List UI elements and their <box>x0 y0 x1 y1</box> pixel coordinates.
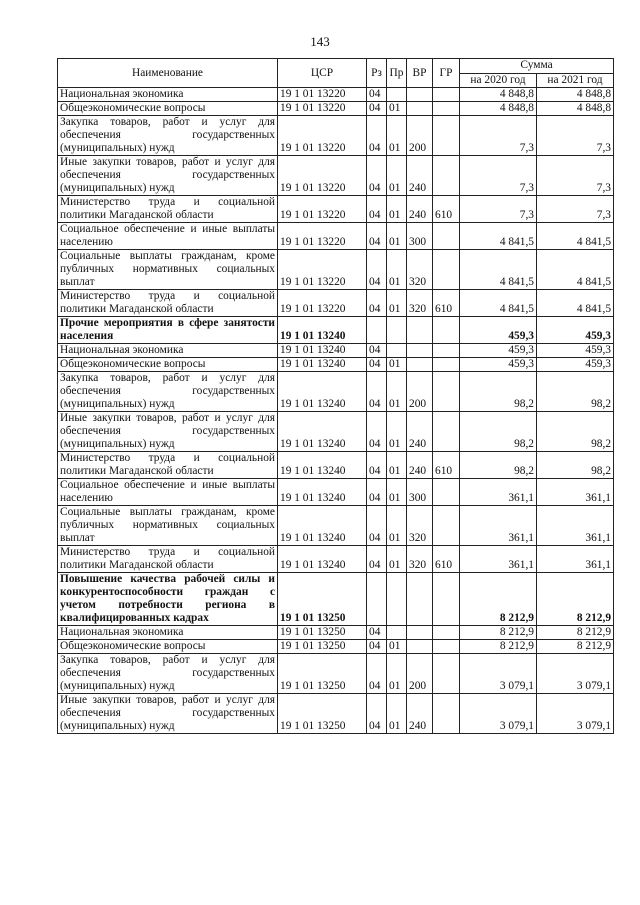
row-name: Общеэкономические вопросы <box>58 640 278 654</box>
row-rz: 04 <box>367 88 387 102</box>
header-name: Наименование <box>58 59 278 88</box>
row-sum-2020: 4 841,5 <box>460 290 537 317</box>
row-csr: 19 1 01 13250 <box>278 640 367 654</box>
header-rz: Рз <box>367 59 387 88</box>
row-sum-2021: 361,1 <box>537 479 614 506</box>
row-csr: 19 1 01 13220 <box>278 116 367 156</box>
row-name: Иные закупки товаров, работ и услуг для обеспечения государственных (муниципальных) нужд <box>58 412 278 452</box>
table-row <box>58 88 614 102</box>
row-pr: 01 <box>387 694 407 734</box>
table-row <box>58 196 614 223</box>
row-csr: 19 1 01 13240 <box>278 412 367 452</box>
row-rz: 04 <box>367 372 387 412</box>
row-csr: 19 1 01 13240 <box>278 546 367 573</box>
row-vr: 320 <box>407 546 433 573</box>
header-pr: Пр <box>387 59 407 88</box>
table-row <box>58 694 614 734</box>
row-vr <box>407 317 433 344</box>
row-name: Социальное обеспечение и иные выплаты населению <box>58 223 278 250</box>
row-pr: 01 <box>387 116 407 156</box>
row-pr: 01 <box>387 156 407 196</box>
budget-table <box>57 58 614 734</box>
header-csr: ЦСР <box>278 59 367 88</box>
row-pr: 01 <box>387 479 407 506</box>
row-gr <box>433 156 460 196</box>
row-gr: 610 <box>433 452 460 479</box>
row-rz: 04 <box>367 344 387 358</box>
row-pr <box>387 573 407 626</box>
row-rz: 04 <box>367 250 387 290</box>
row-gr <box>433 479 460 506</box>
row-name: Министерство труда и социальной политики Магаданской области <box>58 290 278 317</box>
row-sum-2021: 3 079,1 <box>537 694 614 734</box>
row-csr: 19 1 01 13240 <box>278 452 367 479</box>
row-rz: 04 <box>367 358 387 372</box>
row-csr: 19 1 01 13220 <box>278 250 367 290</box>
row-name: Иные закупки товаров, работ и услуг для обеспечения государственных (муниципальных) нужд <box>58 694 278 734</box>
row-sum-2020: 7,3 <box>460 196 537 223</box>
row-gr <box>433 626 460 640</box>
row-pr <box>387 626 407 640</box>
row-name: Иные закупки товаров, работ и услуг для обеспечения государственных (муниципальных) нужд <box>58 156 278 196</box>
row-gr <box>433 506 460 546</box>
row-vr: 240 <box>407 452 433 479</box>
row-name: Закупка товаров, работ и услуг для обеспечения государственных (муниципальных) нужд <box>58 372 278 412</box>
row-csr: 19 1 01 13250 <box>278 694 367 734</box>
header-year-2021: на 2021 год <box>537 73 614 88</box>
row-vr: 200 <box>407 116 433 156</box>
row-name: Повышение качества рабочей силы и конкурентоспособности граждан с учетом потребности региона в квалифицированных кадрах <box>58 573 278 626</box>
row-sum-2021: 4 841,5 <box>537 223 614 250</box>
row-vr: 320 <box>407 506 433 546</box>
row-name: Прочие мероприятия в сфере занятости населения <box>58 317 278 344</box>
header-gr: ГР <box>433 59 460 88</box>
row-rz: 04 <box>367 196 387 223</box>
row-gr <box>433 372 460 412</box>
row-sum-2021: 459,3 <box>537 317 614 344</box>
row-rz: 04 <box>367 626 387 640</box>
row-name: Министерство труда и социальной политики Магаданской области <box>58 452 278 479</box>
row-csr: 19 1 01 13240 <box>278 372 367 412</box>
row-pr <box>387 317 407 344</box>
row-rz: 04 <box>367 654 387 694</box>
row-gr <box>433 694 460 734</box>
table-row <box>58 358 614 372</box>
row-pr <box>387 88 407 102</box>
row-sum-2020: 4 841,5 <box>460 223 537 250</box>
row-rz: 04 <box>367 290 387 317</box>
row-pr: 01 <box>387 290 407 317</box>
row-vr: 200 <box>407 372 433 412</box>
row-csr: 19 1 01 13240 <box>278 358 367 372</box>
row-vr: 320 <box>407 250 433 290</box>
row-vr <box>407 626 433 640</box>
row-sum-2021: 4 848,8 <box>537 88 614 102</box>
row-sum-2021: 7,3 <box>537 156 614 196</box>
row-sum-2021: 98,2 <box>537 372 614 412</box>
row-csr: 19 1 01 13220 <box>278 223 367 250</box>
row-sum-2020: 98,2 <box>460 452 537 479</box>
row-name: Закупка товаров, работ и услуг для обеспечения государственных (муниципальных) нужд <box>58 116 278 156</box>
row-sum-2020: 8 212,9 <box>460 640 537 654</box>
table-row <box>58 317 614 344</box>
row-sum-2020: 7,3 <box>460 156 537 196</box>
header-year-2020: на 2020 год <box>460 73 537 88</box>
row-csr: 19 1 01 13240 <box>278 479 367 506</box>
row-pr: 01 <box>387 223 407 250</box>
row-sum-2021: 7,3 <box>537 116 614 156</box>
row-sum-2020: 361,1 <box>460 546 537 573</box>
row-rz <box>367 317 387 344</box>
row-sum-2021: 8 212,9 <box>537 573 614 626</box>
table-row <box>58 344 614 358</box>
row-vr <box>407 102 433 116</box>
row-pr: 01 <box>387 654 407 694</box>
row-sum-2020: 8 212,9 <box>460 573 537 626</box>
row-gr <box>433 102 460 116</box>
header-vr: ВР <box>407 59 433 88</box>
row-csr: 19 1 01 13240 <box>278 317 367 344</box>
table-row <box>58 452 614 479</box>
row-name: Министерство труда и социальной политики Магаданской области <box>58 196 278 223</box>
table-row <box>58 654 614 694</box>
row-sum-2021: 3 079,1 <box>537 654 614 694</box>
row-vr: 300 <box>407 223 433 250</box>
row-rz: 04 <box>367 156 387 196</box>
row-csr: 19 1 01 13240 <box>278 506 367 546</box>
row-vr: 240 <box>407 412 433 452</box>
row-sum-2020: 3 079,1 <box>460 694 537 734</box>
row-rz: 04 <box>367 479 387 506</box>
table-row <box>58 412 614 452</box>
header-sum: Сумма <box>460 59 614 74</box>
row-sum-2020: 4 848,8 <box>460 88 537 102</box>
row-sum-2020: 4 841,5 <box>460 250 537 290</box>
row-gr <box>433 223 460 250</box>
row-sum-2021: 459,3 <box>537 358 614 372</box>
row-csr: 19 1 01 13220 <box>278 156 367 196</box>
row-gr <box>433 573 460 626</box>
row-csr: 19 1 01 13220 <box>278 196 367 223</box>
row-pr: 01 <box>387 640 407 654</box>
row-name: Общеэкономические вопросы <box>58 102 278 116</box>
row-csr: 19 1 01 13240 <box>278 344 367 358</box>
row-name: Министерство труда и социальной политики Магаданской области <box>58 546 278 573</box>
row-csr: 19 1 01 13250 <box>278 626 367 640</box>
row-pr: 01 <box>387 250 407 290</box>
row-pr <box>387 344 407 358</box>
row-gr: 610 <box>433 290 460 317</box>
row-gr <box>433 116 460 156</box>
table-row <box>58 156 614 196</box>
row-vr <box>407 344 433 358</box>
row-sum-2020: 3 079,1 <box>460 654 537 694</box>
row-name: Социальные выплаты гражданам, кроме публичных нормативных социальных выплат <box>58 506 278 546</box>
row-sum-2021: 361,1 <box>537 506 614 546</box>
row-csr: 19 1 01 13220 <box>278 88 367 102</box>
row-gr <box>433 412 460 452</box>
row-pr: 01 <box>387 372 407 412</box>
row-vr <box>407 573 433 626</box>
row-pr: 01 <box>387 452 407 479</box>
table-row <box>58 250 614 290</box>
row-pr: 01 <box>387 196 407 223</box>
row-sum-2020: 98,2 <box>460 412 537 452</box>
row-sum-2020: 98,2 <box>460 372 537 412</box>
row-sum-2021: 459,3 <box>537 344 614 358</box>
row-vr: 320 <box>407 290 433 317</box>
row-vr: 240 <box>407 694 433 734</box>
row-vr: 240 <box>407 156 433 196</box>
row-pr: 01 <box>387 412 407 452</box>
table-row <box>58 626 614 640</box>
row-rz: 04 <box>367 452 387 479</box>
row-sum-2021: 8 212,9 <box>537 640 614 654</box>
row-rz: 04 <box>367 116 387 156</box>
row-rz: 04 <box>367 223 387 250</box>
row-sum-2021: 98,2 <box>537 452 614 479</box>
row-name: Общеэкономические вопросы <box>58 358 278 372</box>
row-vr <box>407 358 433 372</box>
table-row <box>58 223 614 250</box>
table-row <box>58 546 614 573</box>
row-vr <box>407 88 433 102</box>
row-gr <box>433 250 460 290</box>
row-name: Социальные выплаты гражданам, кроме публичных нормативных социальных выплат <box>58 250 278 290</box>
row-name: Национальная экономика <box>58 626 278 640</box>
row-gr <box>433 358 460 372</box>
table-row <box>58 640 614 654</box>
row-sum-2020: 8 212,9 <box>460 626 537 640</box>
table-row <box>58 573 614 626</box>
row-vr: 240 <box>407 196 433 223</box>
row-sum-2021: 7,3 <box>537 196 614 223</box>
row-rz: 04 <box>367 694 387 734</box>
row-sum-2020: 4 848,8 <box>460 102 537 116</box>
row-name: Социальное обеспечение и иные выплаты населению <box>58 479 278 506</box>
row-gr: 610 <box>433 546 460 573</box>
row-sum-2020: 459,3 <box>460 317 537 344</box>
row-name: Национальная экономика <box>58 344 278 358</box>
row-sum-2021: 4 848,8 <box>537 102 614 116</box>
row-gr <box>433 654 460 694</box>
row-rz: 04 <box>367 506 387 546</box>
table-row <box>58 290 614 317</box>
row-pr: 01 <box>387 102 407 116</box>
table-row <box>58 479 614 506</box>
row-gr <box>433 317 460 344</box>
row-sum-2020: 7,3 <box>460 116 537 156</box>
row-csr: 19 1 01 13250 <box>278 654 367 694</box>
row-rz: 04 <box>367 412 387 452</box>
row-pr: 01 <box>387 546 407 573</box>
row-pr: 01 <box>387 506 407 546</box>
row-sum-2021: 98,2 <box>537 412 614 452</box>
row-vr <box>407 640 433 654</box>
row-sum-2021: 4 841,5 <box>537 250 614 290</box>
row-sum-2020: 361,1 <box>460 506 537 546</box>
row-sum-2020: 459,3 <box>460 358 537 372</box>
row-gr <box>433 88 460 102</box>
row-csr: 19 1 01 13220 <box>278 102 367 116</box>
table-row <box>58 372 614 412</box>
row-name: Национальная экономика <box>58 88 278 102</box>
table-row <box>58 506 614 546</box>
row-sum-2020: 361,1 <box>460 479 537 506</box>
row-gr <box>433 344 460 358</box>
row-sum-2021: 8 212,9 <box>537 626 614 640</box>
row-gr: 610 <box>433 196 460 223</box>
row-csr: 19 1 01 13250 <box>278 573 367 626</box>
row-rz: 04 <box>367 546 387 573</box>
row-pr: 01 <box>387 358 407 372</box>
row-sum-2021: 4 841,5 <box>537 290 614 317</box>
row-name: Закупка товаров, работ и услуг для обеспечения государственных (муниципальных) нужд <box>58 654 278 694</box>
row-rz: 04 <box>367 102 387 116</box>
row-rz <box>367 573 387 626</box>
row-csr: 19 1 01 13220 <box>278 290 367 317</box>
table-row <box>58 116 614 156</box>
page-number: 143 <box>310 34 330 49</box>
table-row <box>58 102 614 116</box>
row-sum-2021: 361,1 <box>537 546 614 573</box>
row-vr: 300 <box>407 479 433 506</box>
row-sum-2020: 459,3 <box>460 344 537 358</box>
row-rz: 04 <box>367 640 387 654</box>
table-body <box>58 88 614 734</box>
row-gr <box>433 640 460 654</box>
row-vr: 200 <box>407 654 433 694</box>
